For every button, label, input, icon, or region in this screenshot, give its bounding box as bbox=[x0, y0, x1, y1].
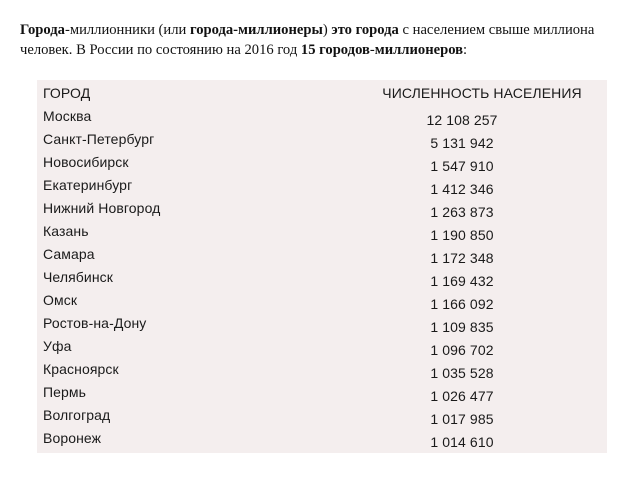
table-row bbox=[37, 128, 607, 151]
table-header-row bbox=[37, 82, 607, 105]
city-population: 1 096 702 bbox=[430, 342, 494, 358]
table-row bbox=[37, 266, 607, 289]
header-city: ГОРОД bbox=[43, 85, 91, 101]
intro-term-millionaires-2: миллионеров bbox=[374, 42, 464, 58]
cities-table bbox=[37, 80, 607, 453]
city-population: 1 017 985 bbox=[430, 411, 494, 427]
city-population: 1 190 850 bbox=[430, 227, 494, 243]
city-population: 1 026 477 bbox=[430, 388, 494, 404]
intro-hyphen: - bbox=[369, 42, 375, 58]
intro-colon: : bbox=[463, 42, 468, 58]
header-population: ЧИСЛЕННОСТЬ НАСЕЛЕНИЯ bbox=[382, 85, 582, 101]
city-population: 1 172 348 bbox=[430, 250, 494, 266]
table-row bbox=[37, 105, 607, 128]
city-population: 1 412 346 bbox=[430, 181, 494, 197]
city-name: Самара bbox=[43, 246, 95, 262]
table-row bbox=[37, 358, 607, 381]
city-name: Пермь bbox=[43, 384, 87, 400]
city-population: 5 131 942 bbox=[430, 135, 494, 151]
city-name: Казань bbox=[43, 223, 89, 239]
intro-count: 15 городов bbox=[300, 42, 370, 58]
intro-text-2: ) bbox=[322, 22, 332, 38]
city-population: 1 014 610 bbox=[430, 434, 494, 450]
table-row bbox=[37, 404, 607, 427]
city-name: Новосибирск bbox=[43, 154, 129, 170]
table-row bbox=[37, 151, 607, 174]
table-row bbox=[37, 427, 607, 450]
city-name: Екатеринбург bbox=[43, 177, 133, 193]
city-name: Санкт-Петербург bbox=[43, 131, 155, 147]
intro-term-cities: Города bbox=[20, 22, 65, 38]
city-name: Воронеж bbox=[43, 430, 102, 446]
intro-term-millionaires: города-миллионеры bbox=[189, 22, 323, 38]
city-name: Омск bbox=[43, 292, 78, 308]
table-row bbox=[37, 335, 607, 358]
city-population: 12 108 257 bbox=[426, 112, 498, 128]
intro-text-3: с населением свыше миллиона человек. В России по состоянию на 2016 год bbox=[20, 22, 595, 58]
city-name: Красноярск bbox=[43, 361, 119, 377]
table-row bbox=[37, 381, 607, 404]
city-name: Нижний Новгород bbox=[43, 200, 161, 216]
city-population: 1 166 092 bbox=[430, 296, 494, 312]
table-row bbox=[37, 289, 607, 312]
city-name: Москва bbox=[43, 108, 92, 124]
city-population: 1 035 528 bbox=[430, 365, 494, 381]
city-population: 1 109 835 bbox=[430, 319, 494, 335]
city-name: Уфа bbox=[43, 338, 72, 354]
city-name: Челябинск bbox=[43, 269, 113, 285]
city-name: Волгоград bbox=[43, 407, 111, 423]
table-row bbox=[37, 220, 607, 243]
table-row bbox=[37, 243, 607, 266]
table-row bbox=[37, 312, 607, 335]
city-population: 1 263 873 bbox=[430, 204, 494, 220]
city-population: 1 169 432 bbox=[430, 273, 494, 289]
city-population: 1 547 910 bbox=[430, 158, 494, 174]
intro-text-1: -миллионники (или bbox=[64, 22, 190, 38]
city-name: Ростов-на-Дону bbox=[43, 315, 147, 331]
table-row bbox=[37, 197, 607, 220]
intro-term-these-are: это города bbox=[331, 22, 399, 38]
intro-paragraph bbox=[20, 20, 620, 60]
table-row bbox=[37, 174, 607, 197]
